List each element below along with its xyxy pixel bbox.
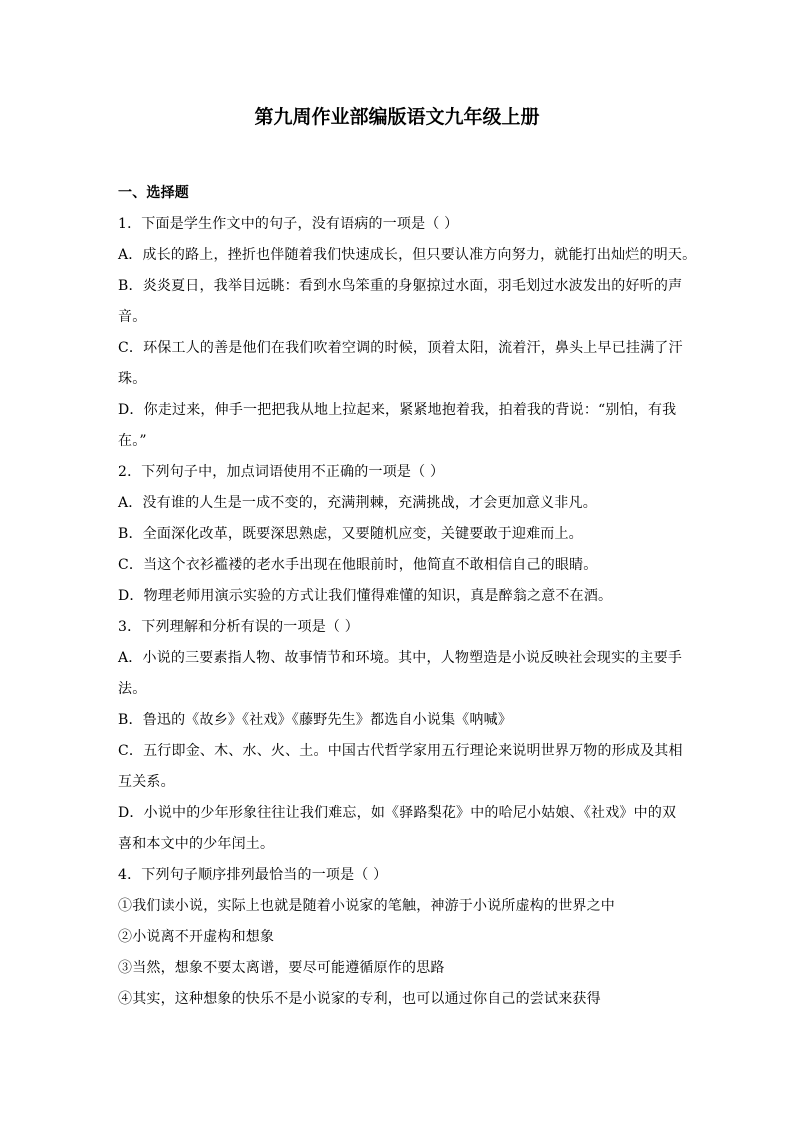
option-line: C．当这个衣衫褴褛的老水手出现在他眼前时，他简直不敢相信自己的眼睛。 [118,557,598,573]
question-1-stem: 1．下面是学生作文中的句子，没有语病的一项是（ ） [118,216,459,232]
option-line: 在。” [118,433,147,449]
option-line: 互关系。 [118,774,175,790]
sentence-line: ④其实，这种想象的快乐不是小说家的专利，也可以通过你自己的尝试来获得 [118,991,601,1007]
option-line: A．成长的路上，挫折也伴随着我们快速成长，但只要认准方向努力，就能打出灿烂的明天。 [118,247,697,263]
option-line: D．物理老师用演示实验的方式让我们懂得难懂的知识，真是醉翁之意不在酒。 [118,588,613,604]
option-line: D．你走过来，伸手一把把我从地上拉起来，紧紧地抱着我，拍着我的背说：“别怕，有我 [118,402,677,418]
sentence-line: ③当然，想象不要太离谱，要尽可能遵循原作的思路 [118,960,445,976]
option-line: C．五行即金、木、水、火、土。中国古代哲学家用五行理论来说明世界万物的形成及其相 [118,743,683,759]
option-line: B．炎炎夏日，我举目远眺：看到水鸟笨重的身躯掠过水面，羽毛划过水波发出的好听的声 [118,278,683,294]
sentence-line: ①我们读小说，实际上也就是随着小说家的笔触，神游于小说所虚构的世界之中 [118,898,615,914]
question-2-stem: 2．下列句子中，加点词语使用不正确的一项是（ ） [118,464,445,480]
option-line: B．全面深化改革，既要深思熟虑，又要随机应变，关键要敢于迎难而上。 [118,526,583,542]
section-heading: 一、选择题 [118,185,189,201]
question-3-stem: 3．下列理解和分析有误的一项是（ ） [118,619,359,635]
document-body [118,178,697,1015]
option-line: A．没有谁的人生是一成不变的，充满荆棘，充满挑战，才会更加意义非凡。 [118,495,597,511]
document-title: 第九周作业部编版语文九年级上册 [254,106,540,128]
option-line: C．环保工人的善是他们在我们吹着空调的时候，顶着太阳，流着汗，鼻头上早已挂满了汗 [118,340,683,356]
option-line: 珠。 [118,371,147,387]
question-4-stem: 4．下列句子顺序排列最恰当的一项是（ ） [118,867,388,883]
option-line: A．小说的三要素指人物、故事情节和环境。其中，人物塑造是小说反映社会现实的主要手 [118,650,683,666]
option-line: 喜和本文中的少年闰土。 [118,836,275,852]
option-line: D．小说中的少年形象往往让我们难忘，如《驿路梨花》中的哈尼小姑娘、《社戏》中的双 [118,805,677,821]
option-line: 音。 [118,309,147,325]
option-line: 法。 [118,681,147,697]
option-line: B．鲁迅的《故乡》《社戏》《藤野先生》都选自小说集《呐喊》 [118,712,513,728]
sentence-line: ②小说离不开虚构和想象 [118,929,275,945]
